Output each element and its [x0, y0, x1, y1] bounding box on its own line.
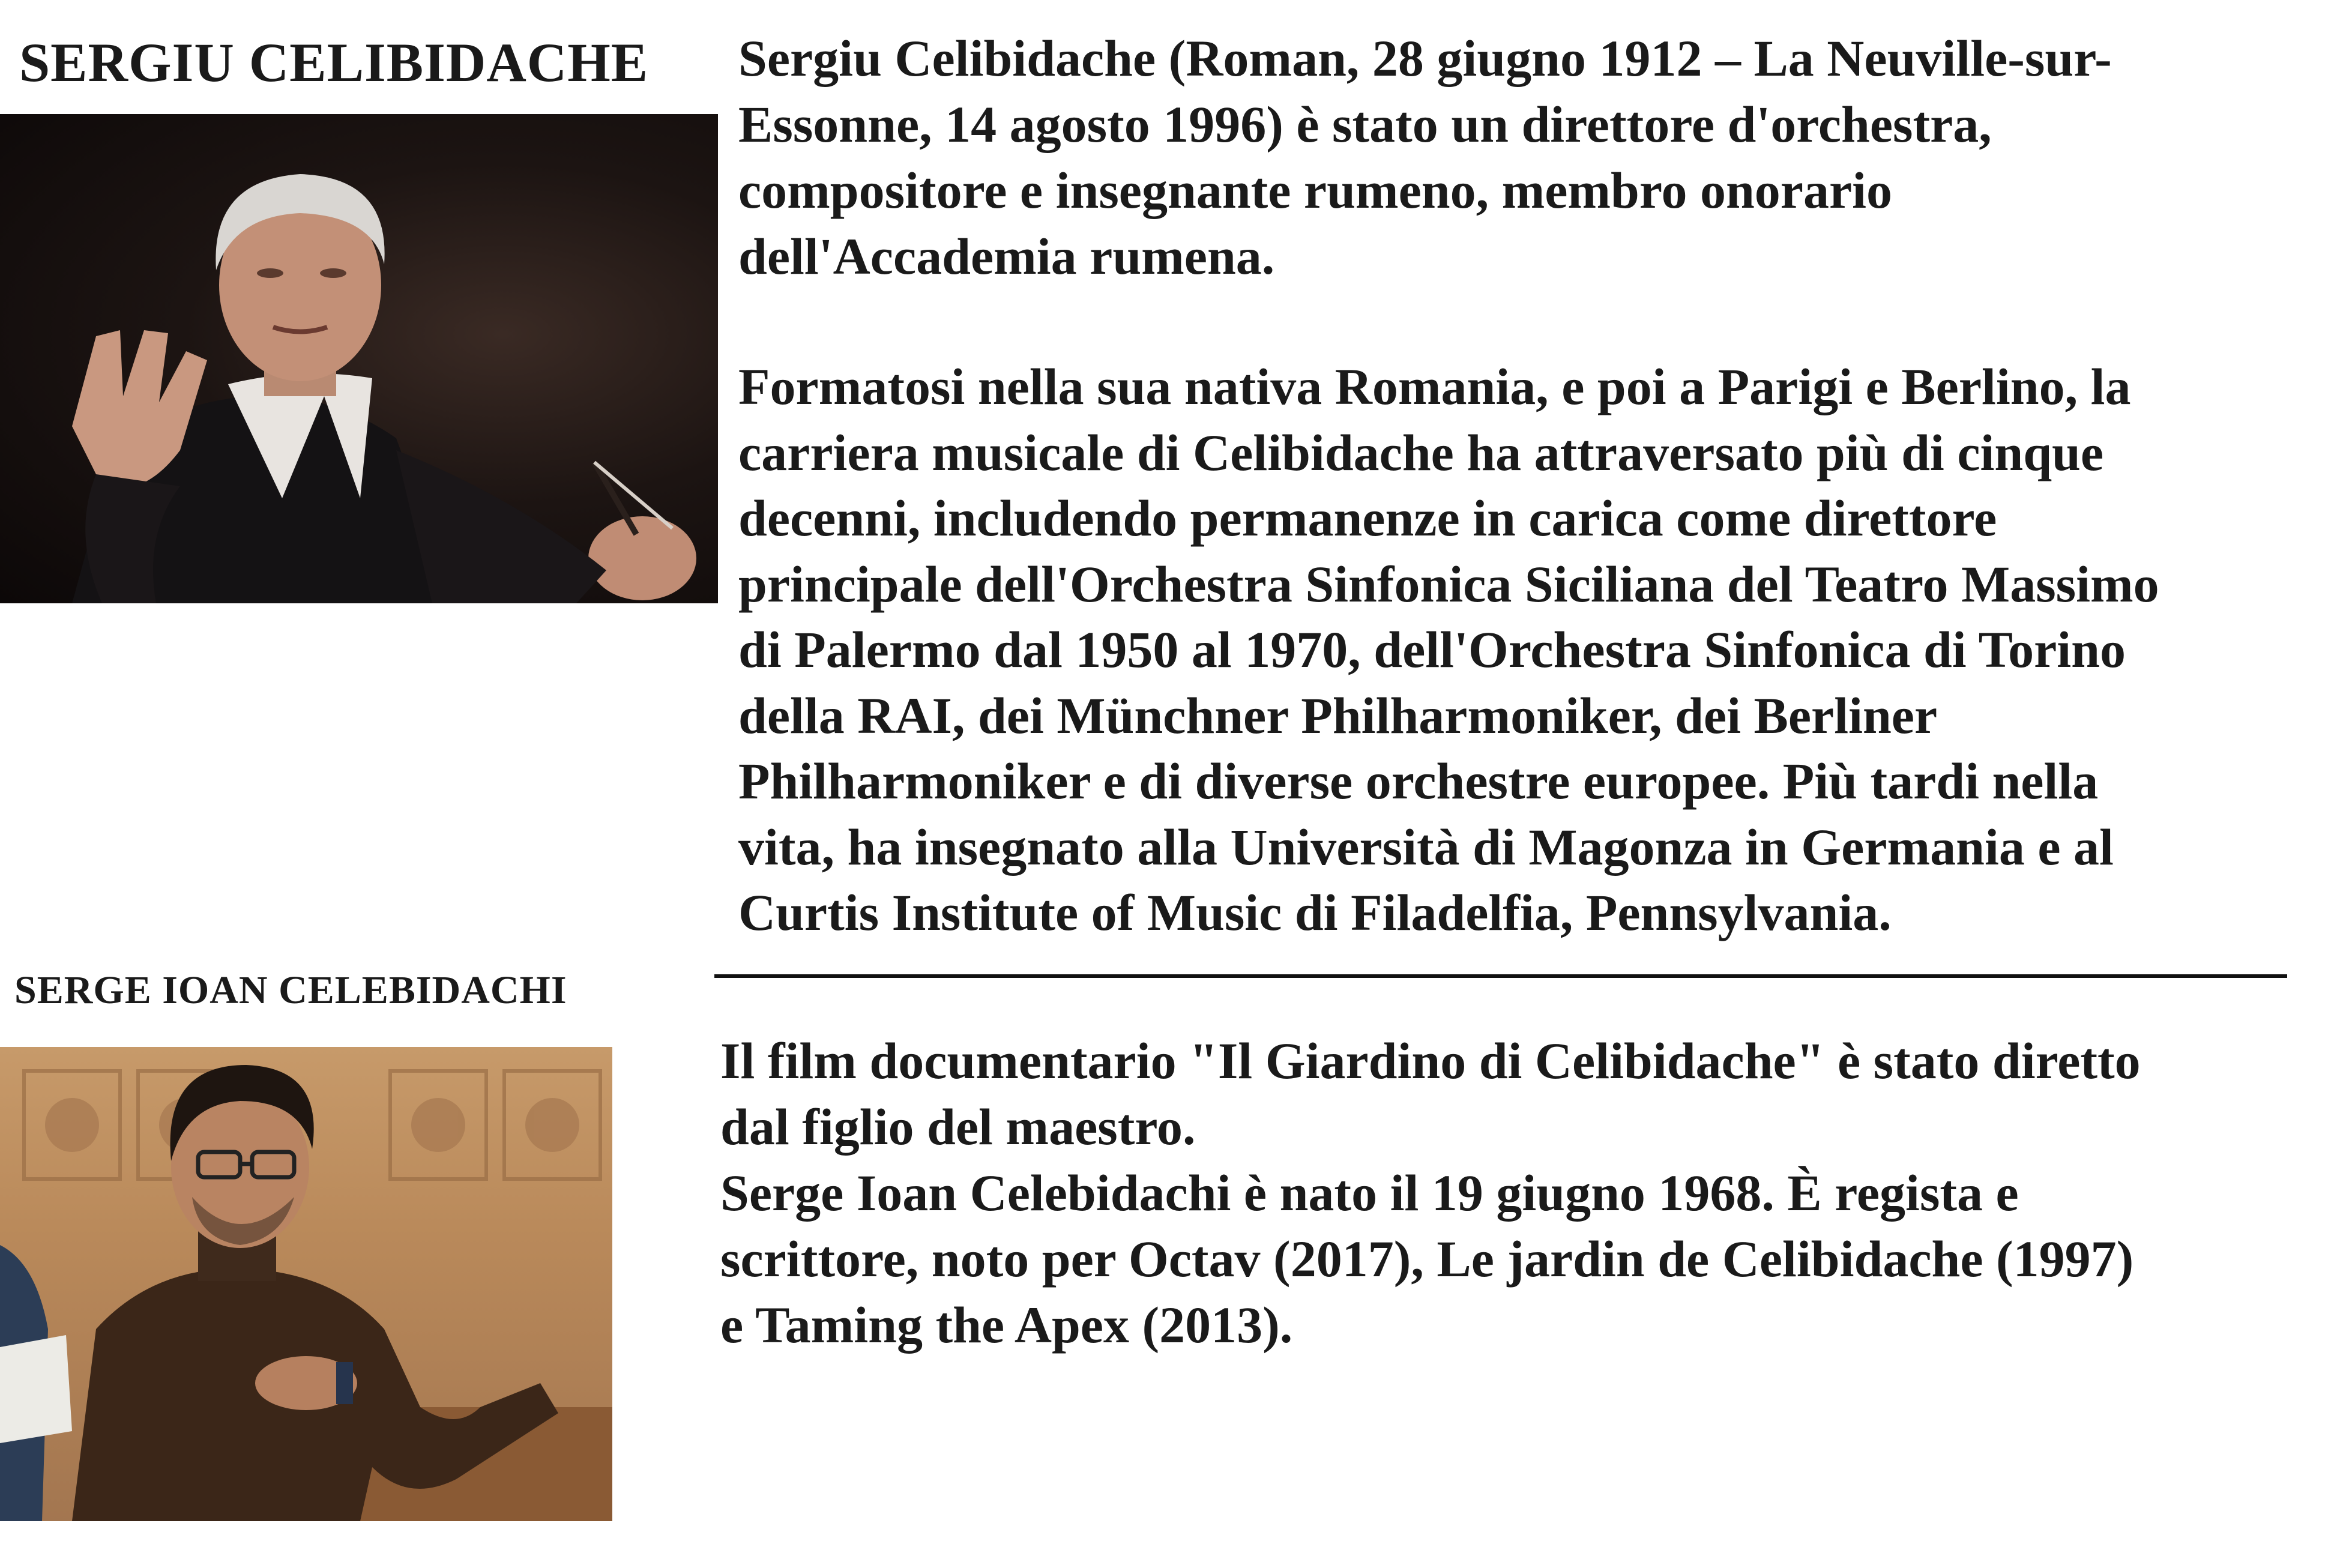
text-line: di Palermo dal 1950 al 1970, dell'Orchestra Sinfonica di Torino — [738, 621, 2126, 678]
biography-paragraph-1 — [738, 25, 2112, 289]
text-line: Curtis Institute of Music di Filadelfia, Pennsylvania. — [738, 884, 1892, 941]
text-line: Philharmoniker e di diverse orchestre europee. Più tardi nella — [738, 752, 2099, 810]
text-line: Essonne, 14 agosto 1996) è stato un direttore d'orchestra, — [738, 95, 1992, 153]
section-heading-sergiu: SERGIU CELIBIDACHE — [19, 32, 649, 93]
text-line: Il film documentario "Il Giardino di Celibidache" è stato diretto — [720, 1032, 2141, 1090]
biography-paragraph-2 — [738, 354, 2159, 946]
director-portrait-illustration — [0, 1047, 612, 1521]
text-line: vita, ha insegnato alla Università di Magonza in Germania e al — [738, 818, 2114, 876]
text-line: Sergiu Celibidache (Roman, 28 giugno 1912 – La Neuville-sur- — [738, 29, 2112, 87]
text-line: scrittore, noto per Octav (2017), Le jardin de Celibidache (1997) — [720, 1230, 2134, 1288]
conductor-portrait-illustration — [0, 114, 718, 603]
text-line: dal figlio del maestro. — [720, 1098, 1196, 1156]
text-line: decenni, includendo permanenze in carica come direttore — [738, 489, 1997, 547]
text-line: Serge Ioan Celebidachi è nato il 19 giugno 1968. È regista e — [720, 1164, 2019, 1222]
portrait-photo-serge — [0, 1047, 612, 1521]
text-line: e Taming the Apex (2013). — [720, 1296, 1293, 1354]
text-line: dell'Accademia rumena. — [738, 228, 1275, 285]
text-line: carriera musicale di Celibidache ha attraversato più di cinque — [738, 423, 2104, 481]
section-heading-serge: SERGE IOAN CELEBIDACHI — [14, 968, 567, 1012]
section-divider — [714, 974, 2287, 978]
text-line: compositore e insegnante rumeno, membro onorario — [738, 161, 1893, 219]
biography-paragraph-3 — [720, 1028, 2141, 1358]
text-line: principale dell'Orchestra Sinfonica Siciliana del Teatro Massimo — [738, 555, 2159, 613]
portrait-photo-sergiu — [0, 114, 718, 603]
text-line: della RAI, dei Münchner Philharmoniker, dei Berliner — [738, 686, 1938, 744]
text-line: Formatosi nella sua nativa Romania, e poi a Parigi e Berlino, la — [738, 358, 2131, 415]
